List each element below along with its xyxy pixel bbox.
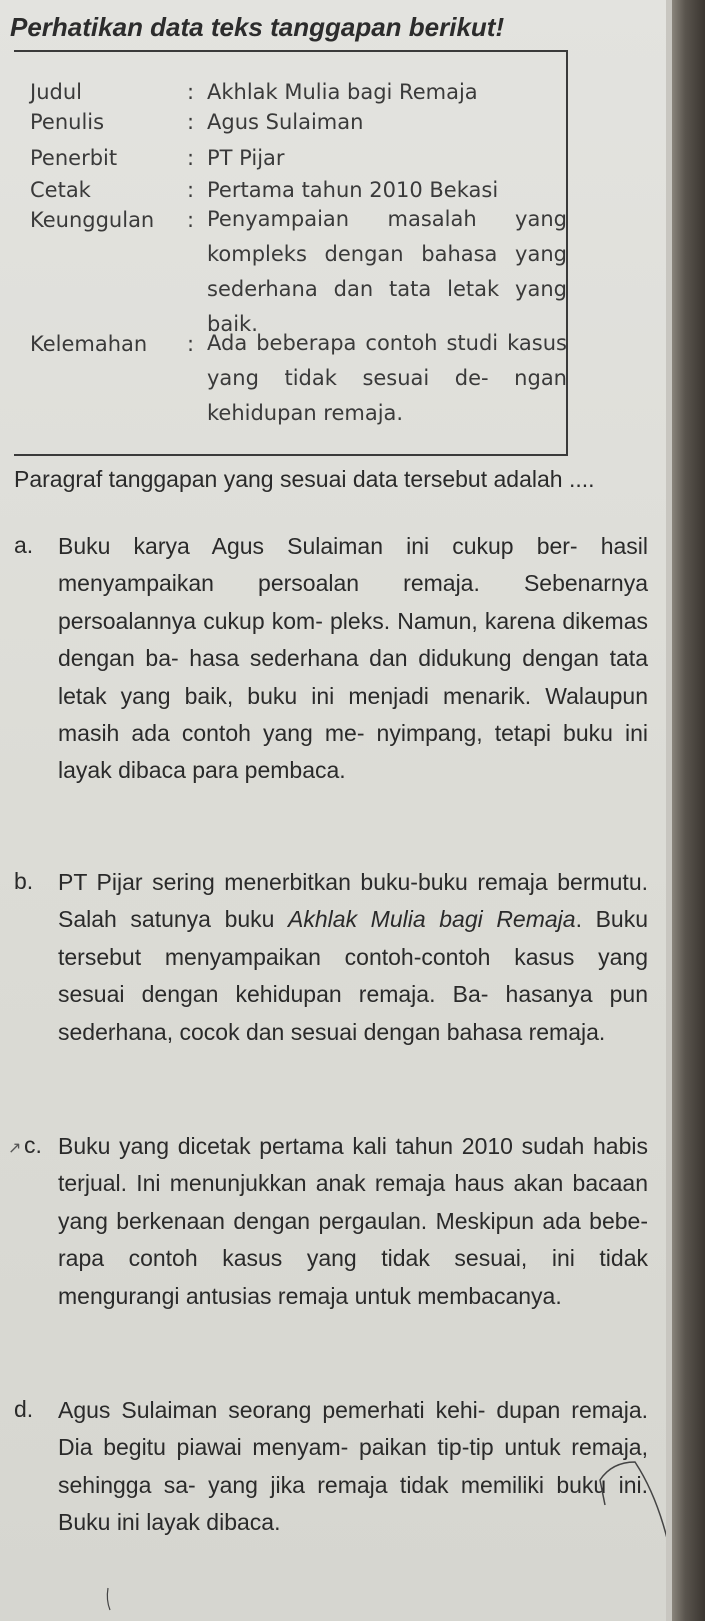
info-colon: : bbox=[187, 178, 195, 202]
pencil-tick-mark: ↗ bbox=[8, 1140, 22, 1157]
option-letter: c. bbox=[24, 1132, 42, 1158]
question-stem: Paragraf tanggapan yang sesuai data tersebut adalah .... bbox=[14, 466, 595, 492]
option-text: Buku yang dicetak pertama kali tahun 2010 sudah habis terjual. Ini menunjukkan anak remaja haus akan bacaan yang berkenaan dengan pergaulan. Meskipun ada bebe- rapa contoh kasus yang tidak sesuai, ini tidak mengurangi antusias remaja untuk membacanya. bbox=[58, 1133, 648, 1309]
instruction-heading: Perhatikan data teks tanggapan berikut! bbox=[10, 12, 505, 42]
info-colon: : bbox=[187, 146, 195, 170]
info-value: Ada beberapa contoh studi kasus yang tidak sesuai de- ngan kehidupan remaja. bbox=[207, 331, 567, 425]
option-letter: b. bbox=[14, 868, 34, 894]
option-text-part: . Buku tersebut menyampaikan contoh-contoh kasus yang sesuai dengan kehidupan remaja. Ba- hasanya pun sederhana, cocok dan sesuai dengan bahasa remaja. bbox=[58, 906, 648, 1045]
info-label: Penulis bbox=[30, 110, 105, 134]
info-colon: : bbox=[187, 110, 195, 134]
info-value: Penyampaian masalah yang kompleks dengan bahasa yang sederhana dan tata letak yang baik. bbox=[207, 207, 567, 336]
info-value: Pertama tahun 2010 Bekasi bbox=[207, 178, 499, 202]
info-label: Judul bbox=[30, 80, 82, 104]
info-colon: : bbox=[187, 208, 195, 232]
option-letter: d. bbox=[14, 1396, 34, 1422]
info-colon: : bbox=[187, 332, 195, 356]
info-value: PT Pijar bbox=[207, 146, 285, 170]
info-label: Keunggulan bbox=[30, 208, 155, 232]
book-title-italic: Akhlak Mulia bagi Remaja bbox=[288, 906, 576, 933]
info-label: Cetak bbox=[30, 178, 91, 202]
option-text-part: PT Pijar sering menerbitkan buku-buku remaja bermutu. Salah satunya buku bbox=[58, 869, 648, 933]
book-spine-edge bbox=[672, 0, 705, 1621]
option-text bbox=[58, 864, 648, 1051]
option-letter: a. bbox=[14, 532, 34, 558]
info-colon: : bbox=[187, 80, 195, 104]
info-label: Kelemahan bbox=[30, 332, 148, 356]
info-value: Agus Sulaiman bbox=[207, 110, 364, 134]
info-value: Akhlak Mulia bagi Remaja bbox=[207, 80, 478, 104]
book-data-box bbox=[14, 50, 568, 456]
info-label: Penerbit bbox=[30, 146, 118, 170]
option-text: Buku karya Agus Sulaiman ini cukup ber- hasil menyampaikan persoalan remaja. Sebenarnya persoalannya cukup kom- pleks. Namun, karena dikemas dengan ba- hasa sederhana dan didukung dengan tata letak yang baik, buku ini menjadi menarik. Walaupun masih ada contoh yang me- nyimpang, tetapi buku ini layak dibaca para pembaca. bbox=[58, 533, 648, 784]
option-text: Agus Sulaiman seorang pemerhati kehi- dupan remaja. Dia begitu piawai menyam- paikan tip-tip untuk remaja, sehingga sa- yang jika remaja tidak memiliki buku ini. Buku ini layak dibaca. bbox=[58, 1397, 648, 1536]
